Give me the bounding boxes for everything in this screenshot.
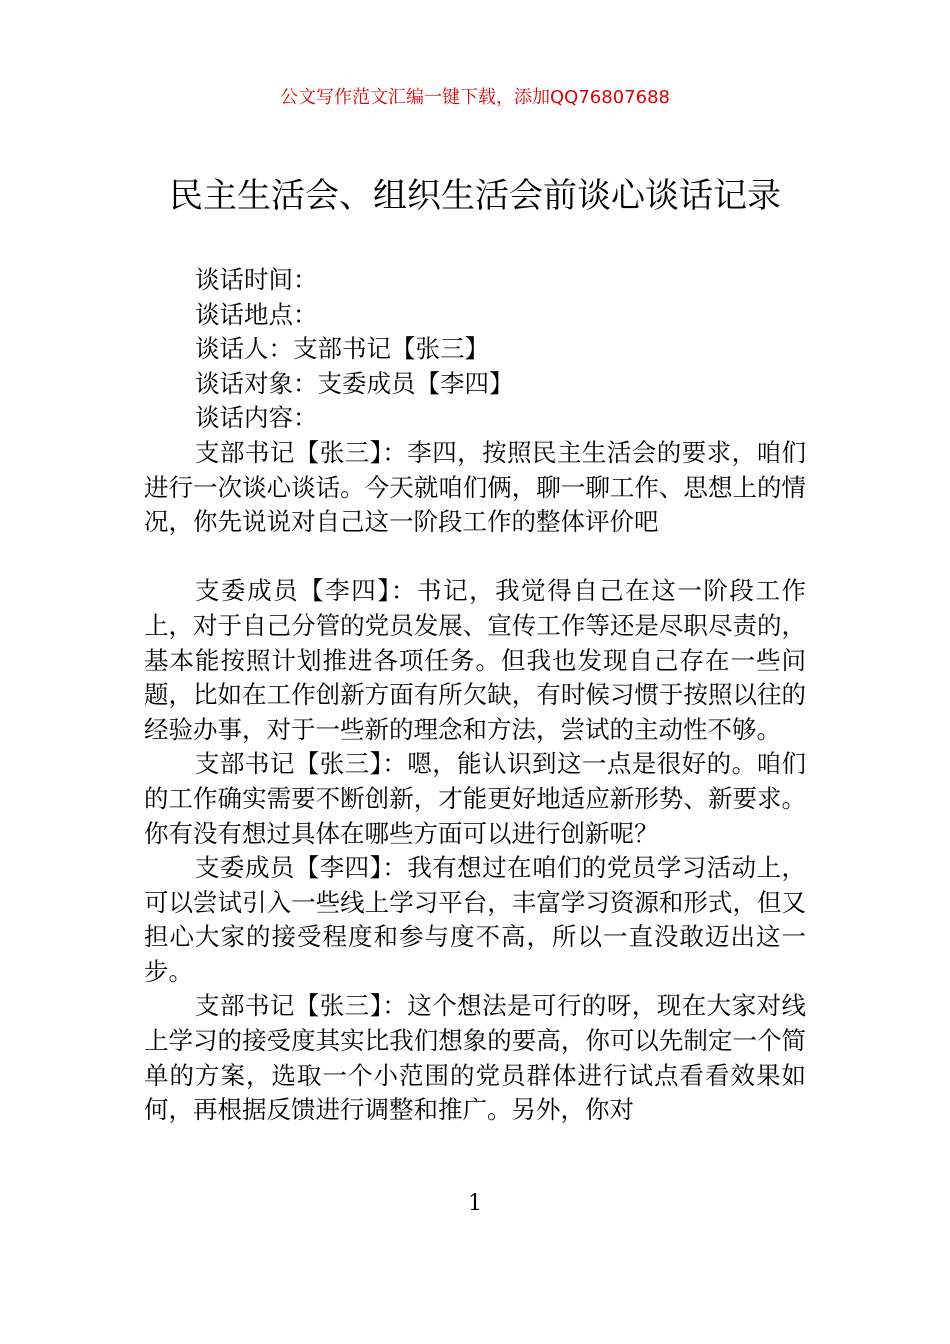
dialogue-paragraph: 支委成员【李四】：我有想过在咱们的党员学习活动上，可以尝试引入一些线上学习平台，丰富学习资源和形式，但又担心大家的接受程度和参与度不高，所以一直没敢迈出这一步。 — [144, 853, 806, 986]
page-number: 1 — [468, 1191, 482, 1216]
meta-interviewee: 谈话对象：支委成员【李四】 — [195, 368, 514, 398]
meta-speaker: 谈话人：支部书记【张三】 — [195, 334, 489, 364]
download-notice: 公文写作范文汇编一键下载，添加QQ76807688 — [280, 87, 670, 108]
meta-time: 谈话时间： — [195, 265, 318, 294]
dialogue-paragraph: 支委成员【李四】：书记，我觉得自己在这一阶段工作上，对于自己分管的党员发展、宣传工作等还是尽职尽责的，基本能按照计划推进各项任务。但我也发现自己存在一些问题，比如在工作创新方面有所欠缺，有时候习惯于按照以往的经验办事，对于一些新的理念和方法，尝试的主动性不够。 — [144, 576, 806, 744]
dialogue-paragraph: 支部书记【张三】：李四，按照民主生活会的要求，咱们进行一次谈心谈话。今天就咱们俩，聊一聊工作、思想上的情况，你先说说对自己这一阶段工作的整体评价吧 — [144, 437, 806, 537]
dialogue-paragraph: 支部书记【张三】：这个想法是可行的呀，现在大家对线上学习的接受度其实比我们想象的要高，你可以先制定一个简单的方案，选取一个小范围的党员群体进行试点看看效果如何，再根据反馈进行调整和推广。另外，你对 — [144, 991, 806, 1125]
meta-content-label: 谈话内容： — [195, 403, 318, 433]
blank-line — [144, 540, 806, 575]
meta-place: 谈话地点： — [195, 299, 318, 329]
document-title: 民主生活会、组织生活会前谈心谈话记录 — [169, 176, 781, 216]
document-body — [144, 263, 806, 1128]
dialogue-paragraph: 支部书记【张三】：嗯，能认识到这一点是很好的。咱们的工作确实需要不断创新，才能更好地适应新形势、新要求。你有没有想过具体在哪些方面可以进行创新呢？ — [144, 749, 806, 848]
